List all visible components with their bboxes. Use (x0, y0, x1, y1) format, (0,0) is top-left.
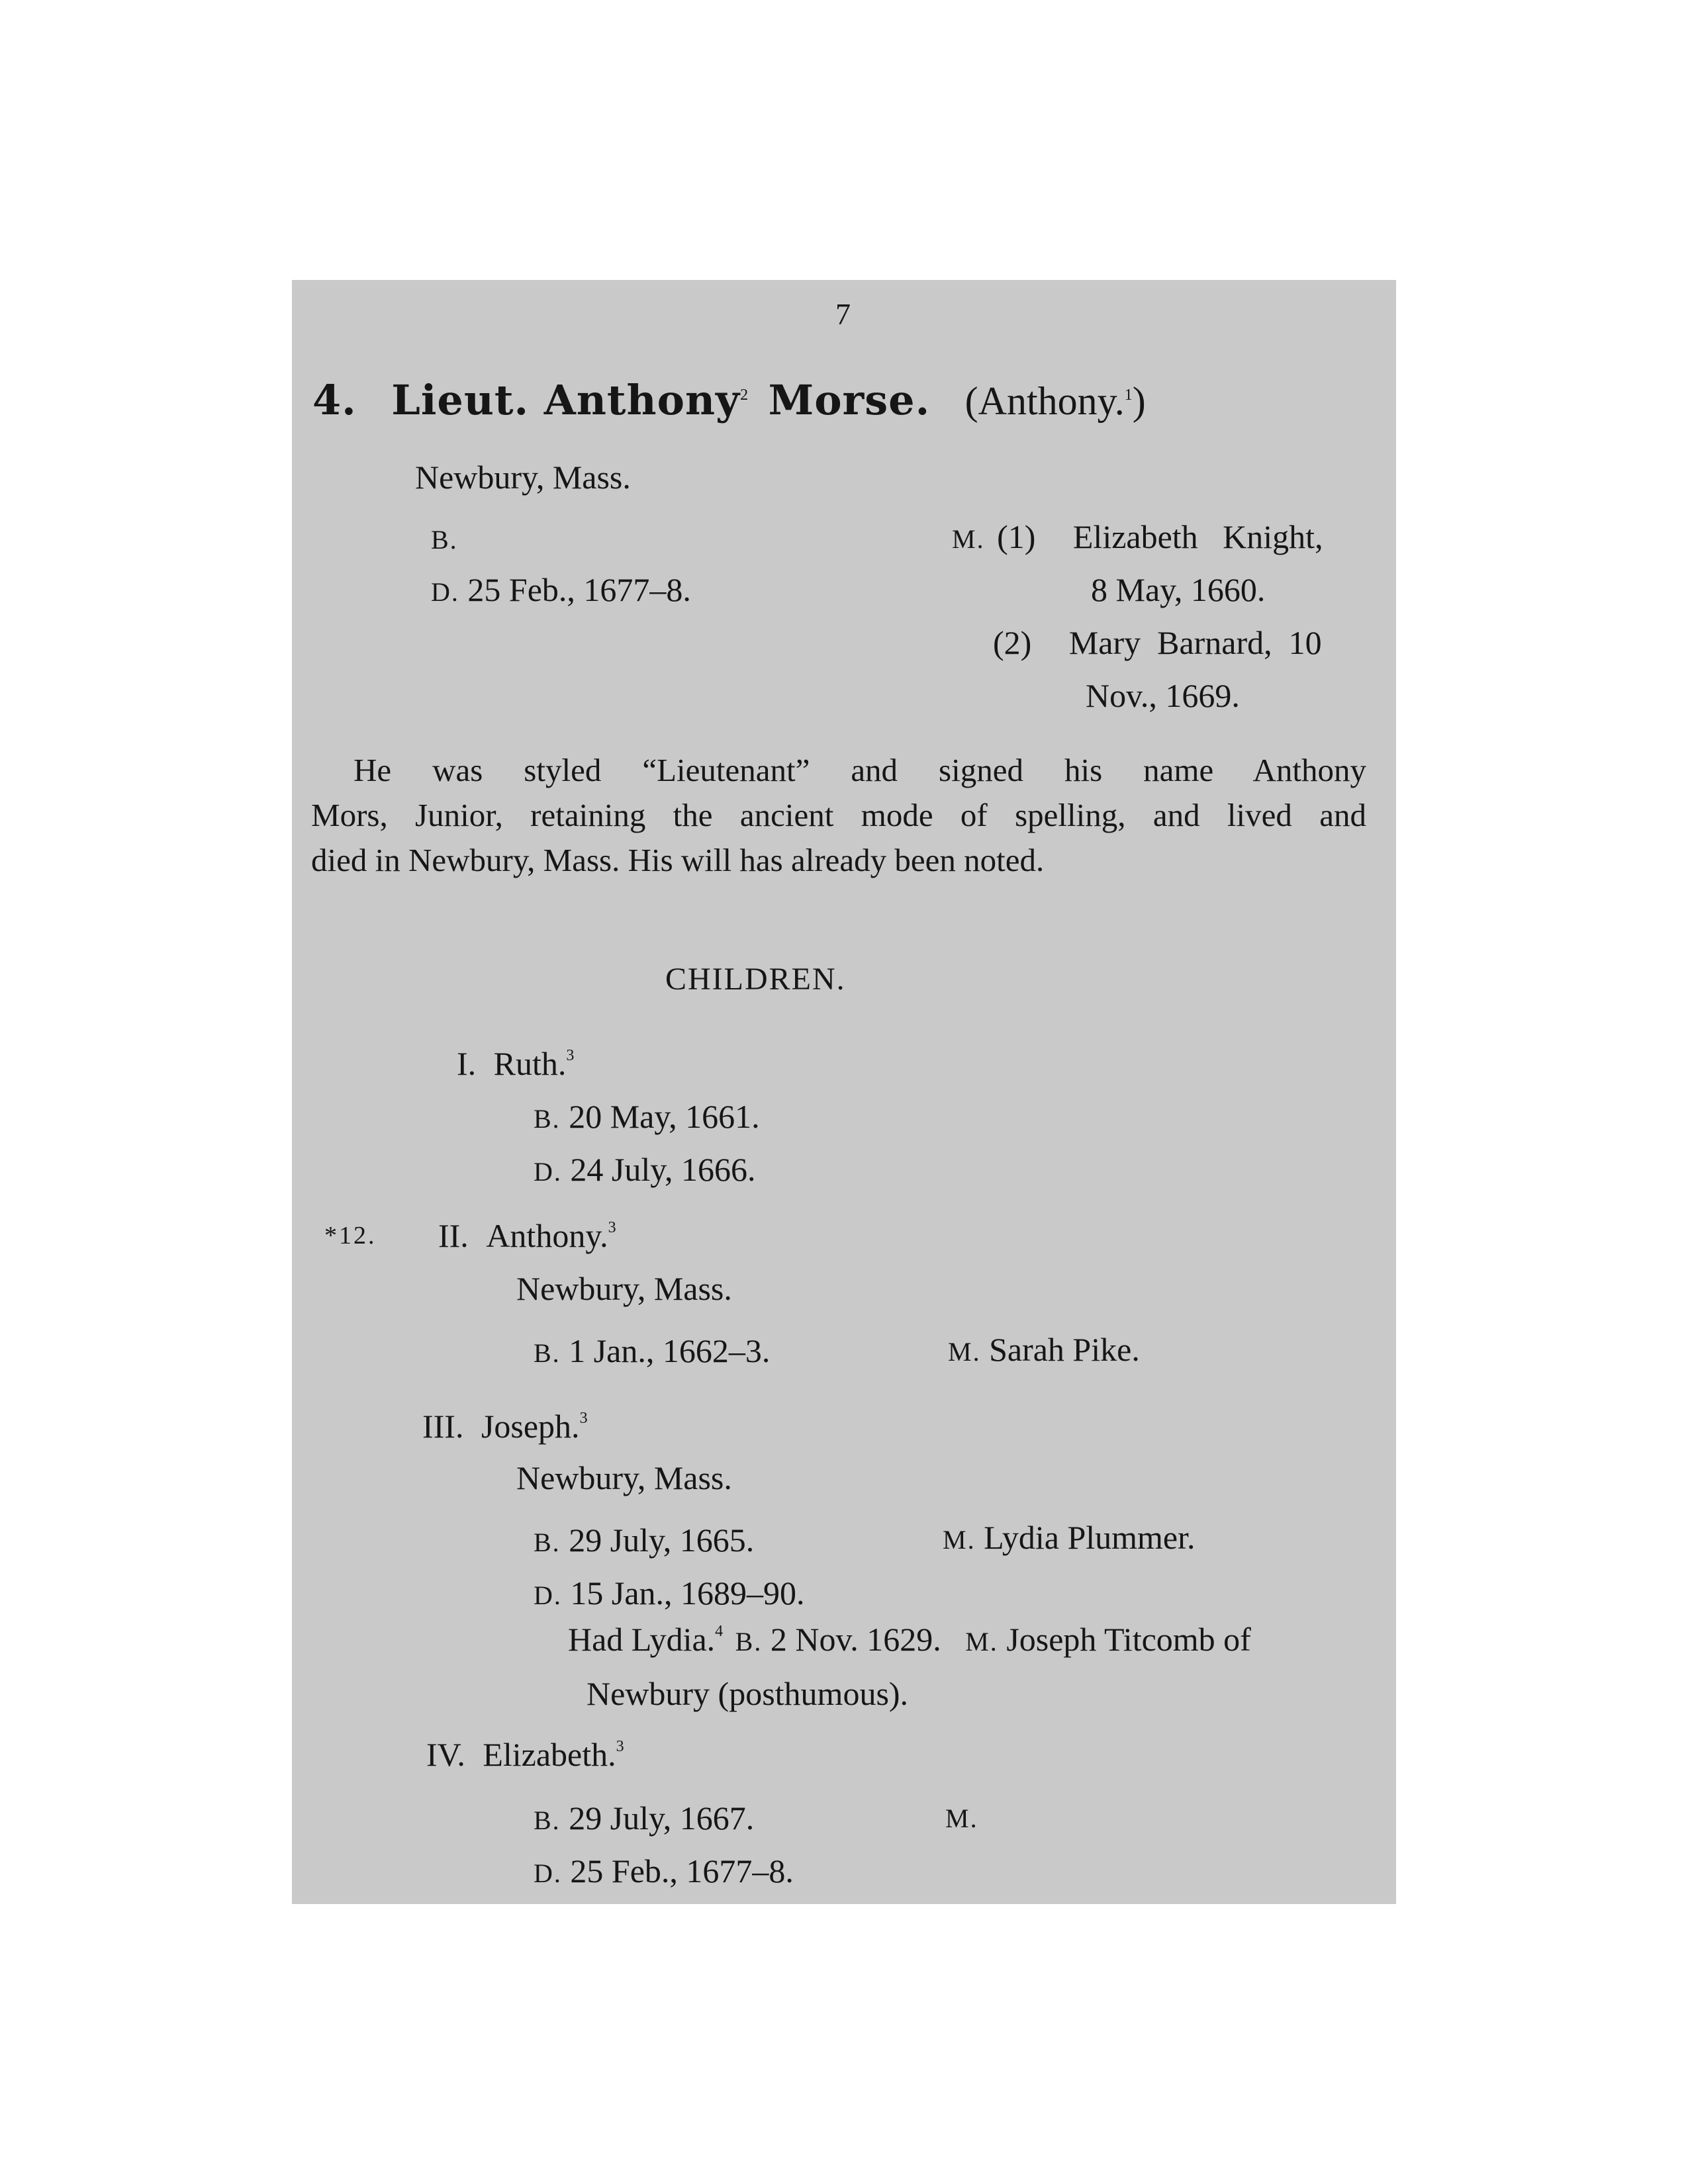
child-joseph-married: M. Lydia Plummer. (943, 1519, 1196, 1556)
child-anthony-married: M. Sarah Pike. (948, 1331, 1140, 1368)
residence: Newbury, Mass. (415, 459, 631, 496)
child-anthony-ref: *12. (324, 1222, 377, 1250)
biography-paragraph: He was styled “Lieutenant” and signed his name Anthony Mors, Junior, retaining the ancient mode of spelling, and lived and died in Newbury, Mass. His will has already been noted. (311, 752, 1366, 878)
child-elizabeth-died: D. 25 Feb., 1677–8. (534, 1852, 794, 1889)
child-elizabeth: IV. Elizabeth.$^3$ (426, 1736, 624, 1773)
child-anthony-born: B. 1 Jan., 1662–3. (534, 1332, 771, 1369)
marriage-1-date: 8 May, 1660. (1091, 571, 1266, 608)
died-line: D. 25 Feb., 1677–8. (431, 571, 691, 608)
child-anthony: II. Anthony.$^3$ (438, 1217, 616, 1254)
child-ruth-died: D. 24 July, 1666. (534, 1151, 756, 1188)
entry-heading (312, 376, 1146, 424)
child-joseph-residence: Newbury, Mass. (516, 1459, 732, 1496)
entry-surname: Morse. (768, 376, 931, 424)
child-elizabeth-born: B. 29 July, 1667. (534, 1799, 755, 1837)
page-number: 7 (835, 297, 851, 331)
entry-name: Lieut. Anthony (391, 376, 741, 424)
child-elizabeth-married: M. (945, 1803, 978, 1833)
marriage-1: M. (1) Elizabeth Knight, (952, 518, 1323, 555)
children-heading: CHILDREN. (665, 962, 846, 997)
child-anthony-residence: Newbury, Mass. (516, 1270, 732, 1307)
parent-name: (Anthony.$^1$) (964, 379, 1146, 423)
entry-number: 4. (312, 376, 357, 424)
born-label: B. (431, 525, 458, 555)
marriage-2-date: Nov., 1669. (1086, 677, 1240, 714)
marriage-2: (2) Mary Barnard, 10 (993, 624, 1322, 661)
child-joseph-note: Had Lydia.$^4$ B. 2 Nov. 1629. M. Joseph Titcomb of (568, 1621, 1251, 1658)
child-ruth: I. Ruth.$^3$ (457, 1045, 575, 1082)
child-ruth-born: B. 20 May, 1661. (534, 1098, 760, 1135)
generation-sup: 2 (740, 387, 749, 404)
child-joseph: III. Joseph.$^3$ (422, 1408, 588, 1445)
child-joseph-born: B. 29 July, 1665. (534, 1522, 755, 1559)
child-joseph-died: D. 15 Jan., 1689–90. (534, 1574, 805, 1612)
child-joseph-note-line2: Newbury (posthumous). (586, 1675, 909, 1712)
